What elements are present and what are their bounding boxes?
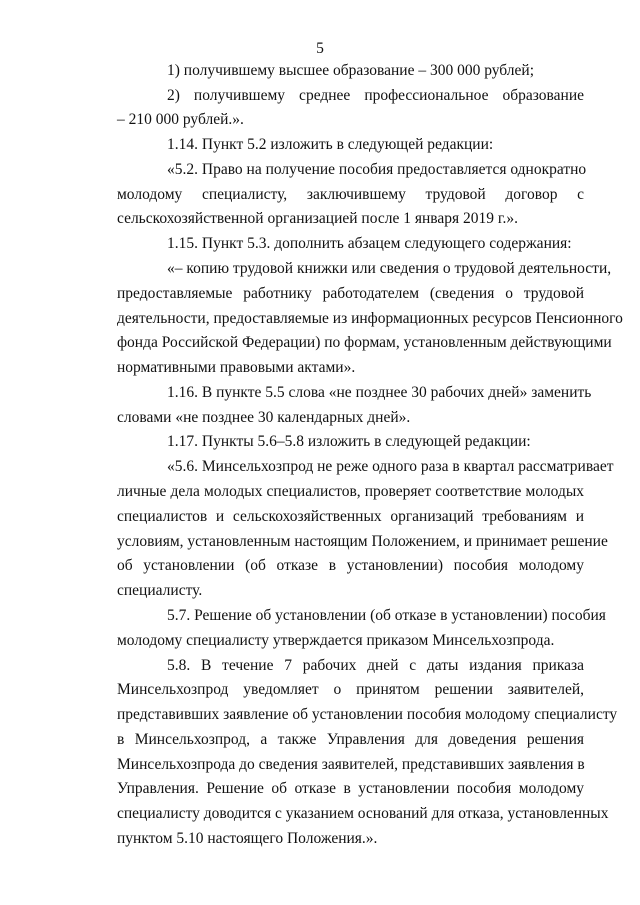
- text-line: 2) получившему среднее профессиональное образование: [167, 87, 584, 104]
- text-line: пунктом 5.10 настоящего Положения.».: [117, 830, 378, 847]
- text-line: специалистов и сельскохозяйственных организаций требованиям и: [117, 508, 584, 525]
- text-line: «5.2. Право на получение пособия предоставляется однократно: [167, 161, 587, 178]
- text-line: специалисту доводится с указанием оснований для отказа, установленных: [117, 805, 609, 822]
- text-line: Минсельхозпрода до сведения заявителей, представивших заявления в: [117, 756, 585, 773]
- text-line: деятельности, предоставляемые из информационных ресурсов Пенсионного: [117, 310, 623, 327]
- text-line: личные дела молодых специалистов, проверяет соответствие молодых: [117, 483, 584, 500]
- text-line: об установлении (об отказе в установлении) пособия молодому: [117, 557, 584, 574]
- text-line: 5.8. В течение 7 рабочих дней с даты издания приказа: [167, 657, 584, 674]
- text-line: молодому специалисту, заключившему трудовой договор с: [117, 186, 584, 203]
- text-line: словами «не позднее 30 календарных дней».: [117, 409, 411, 426]
- text-line: 5.7. Решение об установлении (об отказе в установлении) пособия: [167, 607, 606, 624]
- text-line: Управления. Решение об отказе в установлении пособия молодому: [117, 780, 584, 797]
- text-line: специалисту.: [117, 582, 203, 599]
- text-line: 1.16. В пункте 5.5 слова «не позднее 30 рабочих дней» заменить: [167, 384, 592, 401]
- text-line: 1.17. Пункты 5.6–5.8 изложить в следующей редакции:: [167, 433, 531, 450]
- text-line: условиям, установленным настоящим Положением, и принимает решение: [117, 533, 608, 550]
- text-line: представивших заявление об установлении пособия молодому специалисту: [117, 706, 618, 723]
- text-line: нормативными правовыми актами».: [117, 359, 356, 376]
- text-line: Минсельхозпрод уведомляет о принятом решении заявителей,: [117, 681, 584, 698]
- text-line: предоставляемые работнику работодателем (сведения о трудовой: [117, 285, 584, 302]
- text-line: в Минсельхозпрод, а также Управления для доведения решения: [117, 731, 584, 748]
- text-line: 1.15. Пункт 5.3. дополнить абзацем следующего содержания:: [167, 235, 572, 252]
- text-line: «5.6. Минсельхозпрод не реже одного раза в квартал рассматривает: [167, 458, 614, 475]
- page-number: 5: [316, 40, 324, 57]
- text-line: «– копию трудовой книжки или сведения о трудовой деятельности,: [167, 260, 612, 277]
- text-line: сельскохозяйственной организацией после 1 января 2019 г.».: [117, 210, 519, 227]
- text-line: 1.14. Пункт 5.2 изложить в следующей редакции:: [167, 136, 494, 153]
- text-line: молодому специалисту утверждается приказом Минсельхозпрода.: [117, 632, 555, 649]
- text-line: – 210 000 рублей.».: [117, 111, 244, 128]
- text-line: 1) получившему высшее образование – 300 000 рублей;: [167, 62, 535, 79]
- text-line: фонда Российской Федерации) по формам, установленным действующими: [117, 334, 612, 351]
